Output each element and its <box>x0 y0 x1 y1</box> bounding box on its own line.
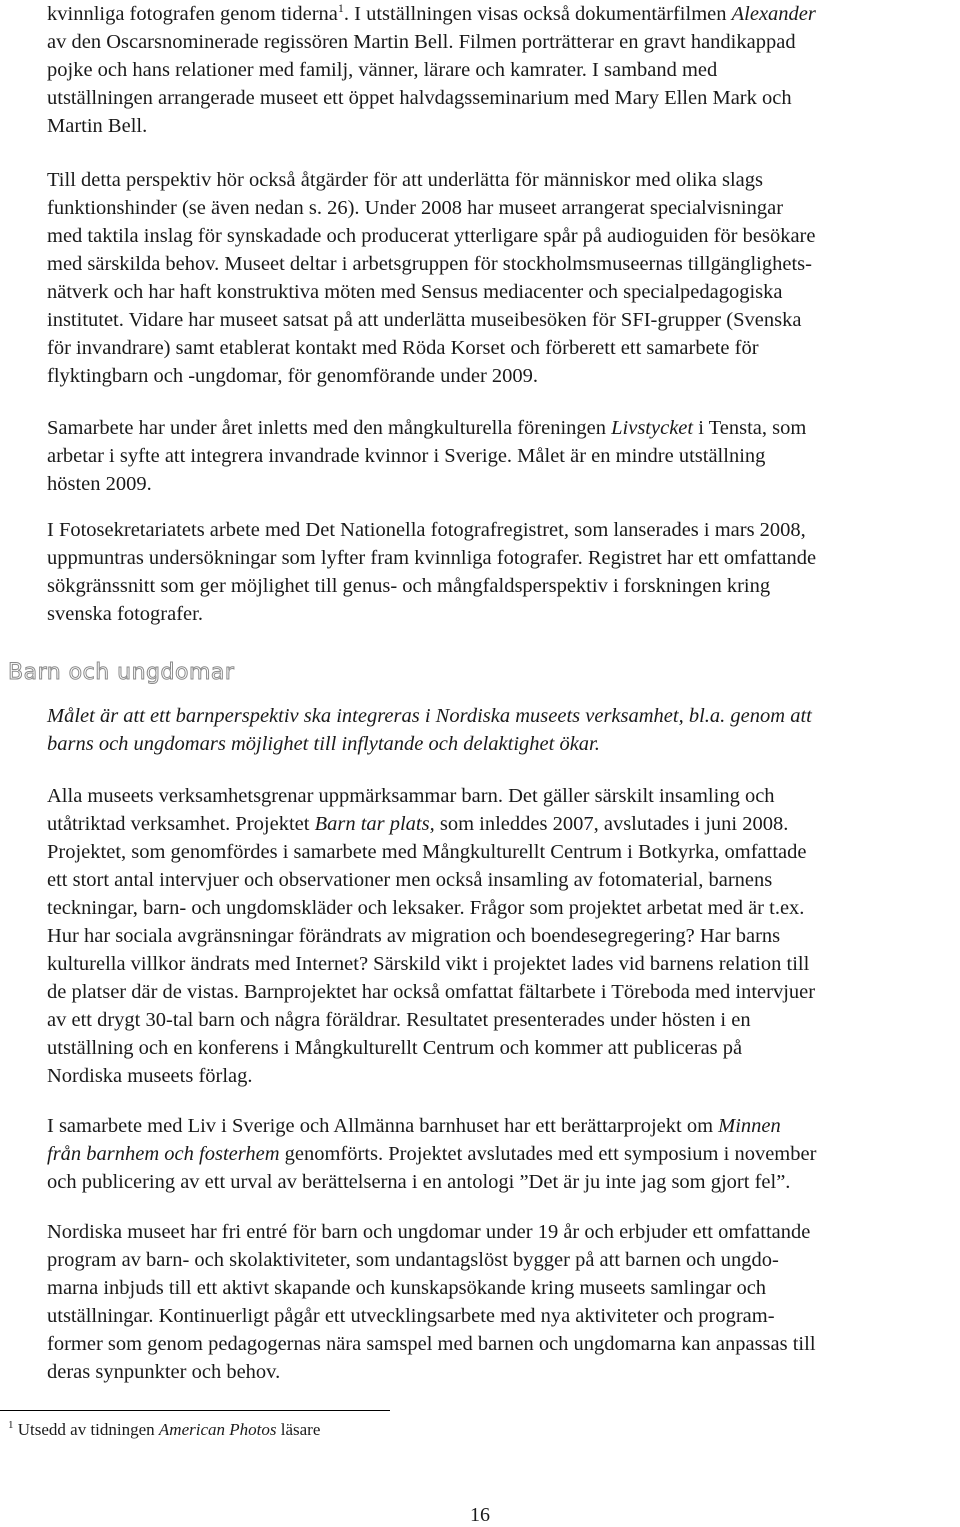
page-number: 16 <box>470 1504 490 1526</box>
paragraph-accessibility: Till detta perspektiv hör också åtgärder för att underlätta för människor med olika slags funktionshinder (se även nedan s. 26). Under 2008 har museet arrangerat specialvisningar med taktila inslag för synskadade och producerat ytterligare spår på audioguiden för besökare med särskilda behov. Museet deltar i arbetsgruppen för stockholmsmuseernas tillgänglighets- nätverk och har haft konstruktiva möten med Sensus mediacenter och specialpedagogiska institutet. Vidare har museet satsat på att underlätta museibesöken för SFI-grupper (Svenska för invandrare) samt etablerat kontakt med Röda Korset och förberett ett samarbete för flyktingbarn och -ungdomar, för genomförande under 2009. <box>47 169 816 387</box>
paragraph-fotografregistret: I Fotosekretariatets arbete med Det Nationella fotografregistret, som lanserades i mars 2008, uppmuntras undersökningar som lyfter fram kvinnliga fotografer. Registret har ett omfattande sökgränssnitt som ger möjlighet till genus- och mångfaldsperspektiv i forskningen kring svenska fotografer. <box>47 519 817 625</box>
paragraph-exhibition-film: kvinnliga fotografen genom tiderna$^1$. I utställningen visas också dokumentärfilmen Alexander av den Oscarsnominerade regissören Martin Bell. Filmen porträtterar en gravt handikappad pojke och hans relationer med familj, vänner, lärare och kamrater. I samband med utställningen arrangerade museet ett öppet halvdagsseminarium med Mary Ellen Mark och Martin Bell. <box>47 1 816 137</box>
footnote-divider <box>0 1410 390 1411</box>
paragraph-livstycket: Samarbete har under året inletts med den mångkulturella föreningen Livstycket i Tensta, som arbetar i syfte att integrera invandrade kvinnor i Sverige. Målet är en mindre utställning hösten 2009. <box>47 417 807 495</box>
footnote-reference: 1 <box>337 1 344 15</box>
section-heading: Barn och ungdomar <box>8 660 235 685</box>
footnote: $^1$ Utsedd av tidningen American Photos läsare <box>8 1419 321 1439</box>
paragraph-free-entry: Nordiska museet har fri entré för barn och ungdomar under 19 år och erbjuder ett omfattande program av barn- och skolaktiviteter, som undantagslöst bygger på att barnen och ungdo- marna inbjuds till ett aktivt skapande och kunskapsökande kring museets samlingar och utställningar. Kontinuerligt pågår ett utvecklingsarbete med nya aktiviteter och program- former som genom pedagogernas nära samspel med barnen och ungdomarna kan anpassas till deras synpunkter och behov. <box>47 1221 816 1383</box>
paragraph-minnen: I samarbete med Liv i Sverige och Allmänna barnhuset har ett berättarprojekt om Minnen från barnhem och fosterhem genomförts. Projektet avslutades med ett symposium i november och publicering av ett urval av berättelserna i en antologi ”Det är ju inte jag som gjort fel”. <box>47 1115 817 1193</box>
paragraph-barn-tar-plats: Alla museets verksamhetsgrenar uppmärksammar barn. Det gäller särskilt insamling och utåtriktad verksamhet. Projektet Barn tar plats, som inleddes 2007, avslutades i juni 2008. Projektet, som genomfördes i samarbete med Mångkulturellt Centrum i Botkyrka, omfattade ett stort antal intervjuer och observationer men också insamling av fotomaterial, barnens teckningar, barn- och ungdomskläder och leksaker. Frågor som projektet arbetat med är t.ex. Hur har sociala avgränsningar förändrats av migration och boendesegregering? Har barns kulturella villkor ändrats med Internet? Särskild vikt i projektet lades vid barnens relation till de platser där de vistas. Barnprojektet har också omfattat fältarbete i Töreboda med intervjuer av ett drygt 30-tal barn och några föräldrar. Resultatet presenterades under hösten i en utställning och en konferens i Mångkulturellt Centrum och kommer att publiceras på Nordiska museets förlag. <box>47 785 816 1087</box>
paragraph-goal-italic: Målet är att ett barnperspektiv ska integreras i Nordiska museets verksamhet, bl.a. genom att barns och ungdomars möjlighet till inflytande och delaktighet ökar. <box>47 705 812 755</box>
footnote-marker: 1 <box>8 1419 14 1431</box>
